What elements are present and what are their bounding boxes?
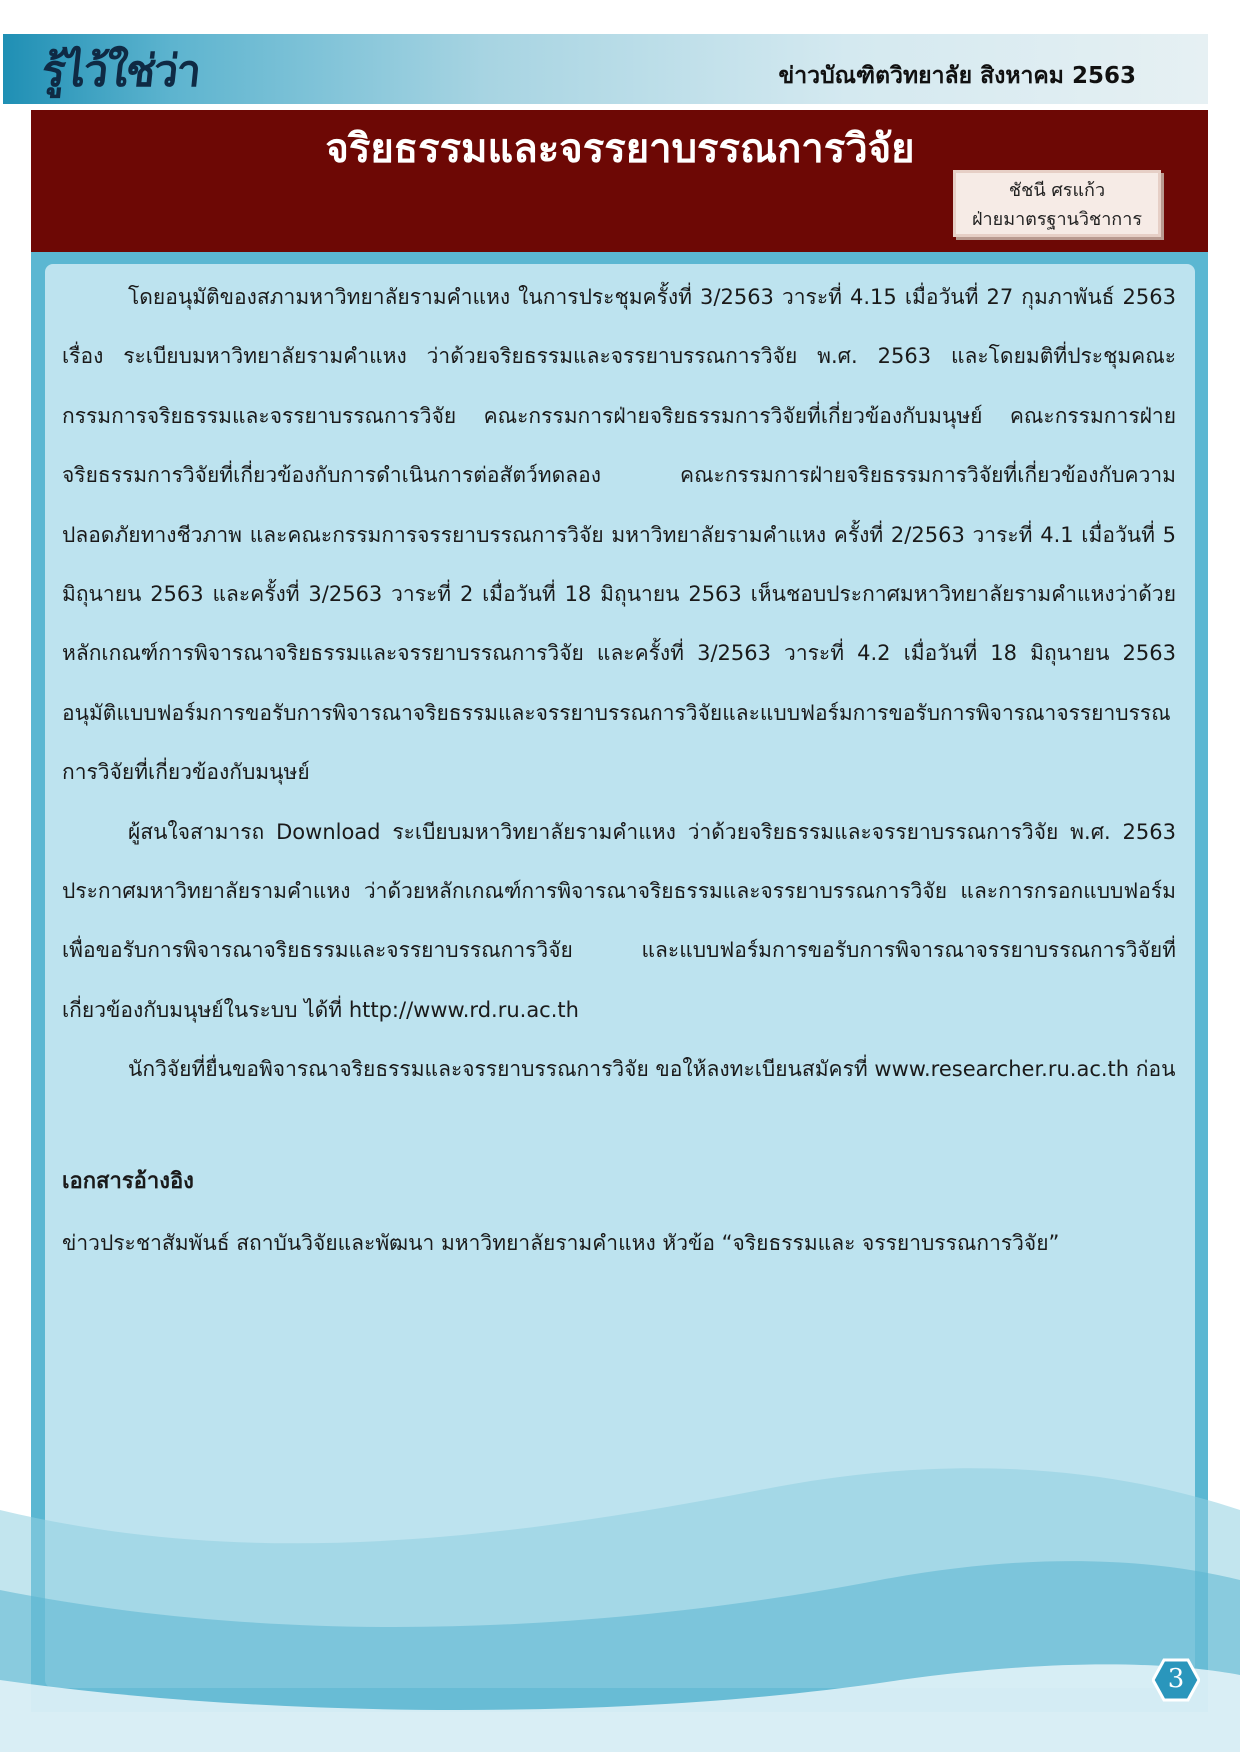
section-label: รู้ไว้ใช่ว่า: [39, 46, 202, 97]
reference-item: ข่าวประชาสัมพันธ์ สถาบันวิจัยและพัฒนา มหาวิทยาลัยรามคำแหง หัวข้อ “จริยธรรมและ จรรยาบรรณการวิจัย”: [62, 1231, 1060, 1255]
issue-label: ข่าวบัณฑิตวิทยาลัย สิงหาคม 2563: [778, 63, 1136, 89]
paragraph-1: โดยอนุมัติของสภามหาวิทยาลัยรามคำแหง ในการประชุมครั้งที่ 3/2563 วาระที่ 4.15 เมื่อวันที่ 27 กุมภาพันธ์ 2563 เรื่อง ระเบียบมหาวิทยาลัยรามคำแหง ว่าด้วยจริยธรรมและจรรยาบรรณการวิจัย พ.ศ. 2563 และโดยมติที่ประชุมคณะกรรมการจริยธรรมและจรรยาบรรณการวิจัย คณะกรรมการฝ่ายจริยธรรมการวิจัยที่เกี่ยวข้องกับมนุษย์ คณะกรรมการฝ่ายจริยธรรมการวิจัยที่เกี่ยวข้องกับการดำเนินการต่อสัตว์ทดลอง คณะกรรมการฝ่ายจริยธรรมการวิจัยที่เกี่ยวข้องกับความปลอดภัยทางชีวภาพ และคณะกรรมการจรรยาบรรณการวิจัย มหาวิทยาลัยรามคำแหง ครั้งที่ 2/2563 วาระที่ 4.1 เมื่อวันที่ 5 มิถุนายน 2563 และครั้งที่ 3/2563 วาระที่ 2 เมื่อวันที่ 18 มิถุนายน 2563 เห็นชอบประกาศมหาวิทยาลัยรามคำแหงว่าด้วยหลักเกณฑ์การพิจารณาจริยธรรมและจรรยาบรรณการวิจัย และครั้งที่ 3/2563 วาระที่ 4.2 เมื่อวันที่ 18 มิถุนายน 2563 อนุมัติแบบฟอร์มการขอรับการพิจารณาจริยธรรมและจรรยาบรรณการวิจัยและแบบฟอร์มการขอรับการพิจารณาจรรยาบรรณการวิจัยที่เกี่ยวข้องกับมนุษย์: [62, 285, 1176, 785]
article-title: จริยธรรมและจรรยาบรรณการวิจัย: [325, 125, 915, 172]
decorative-waves: [0, 1430, 1240, 1752]
author-box: [953, 170, 1161, 237]
author-department: ฝ่ายมาตรฐานวิชาการ: [972, 209, 1142, 230]
page-number-badge: [1152, 1658, 1200, 1702]
paragraph-2: ผู้สนใจสามารถ Download ระเบียบมหาวิทยาลัยรามคำแหง ว่าด้วยจริยธรรมและจรรยาบรรณการวิจัย พ.ศ. 2563 ประกาศมหาวิทยาลัยรามคำแหง ว่าด้วยหลักเกณฑ์การพิจารณาจริยธรรมและจรรยาบรรณการวิจัย และการกรอกแบบฟอร์มเพื่อขอรับการพิจารณาจริยธรรมและจรรยาบรรณการวิจัย และแบบฟอร์มการขอรับการพิจารณาจรรยาบรรณการวิจัยที่เกี่ยวข้องกับมนุษย์ในระบบ ได้ที่ http://www.rd.ru.ac.th: [62, 819, 1176, 1022]
page-number: 3: [1167, 1664, 1185, 1694]
article-body: [62, 268, 1176, 1100]
author-name: ชัชนี ศรแก้ว: [1008, 180, 1106, 201]
references-heading: เอกสารอ้างอิง: [62, 1169, 194, 1194]
paragraph-3: นักวิจัยที่ยื่นขอพิจารณาจริยธรรมและจรรยาบรรณการวิจัย ขอให้ลงทะเบียนสมัครที่ www.researcher.ru.ac.th ก่อน: [128, 1057, 1176, 1082]
